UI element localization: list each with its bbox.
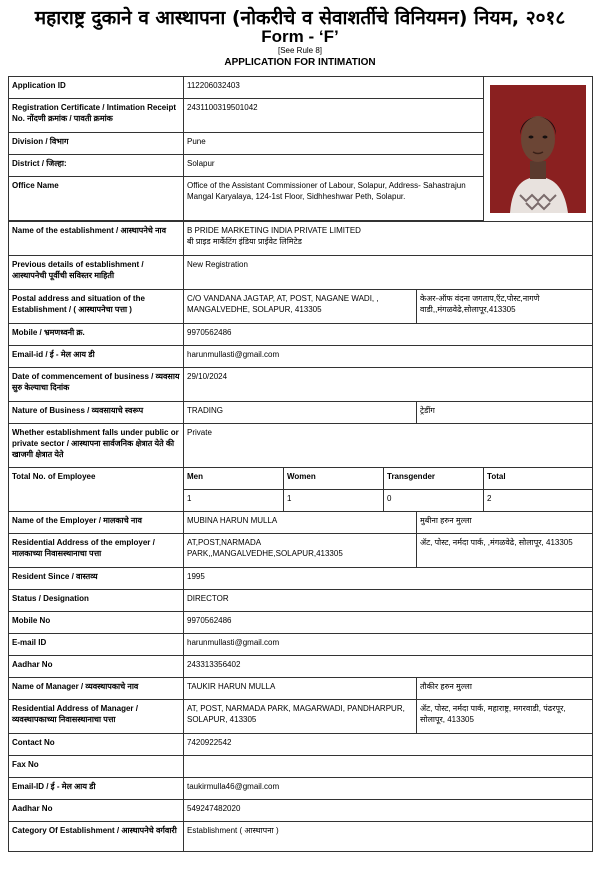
field-label: Aadhar No: [9, 656, 184, 678]
field-label: Category Of Establishment / आस्थापनेचे वर्गवारी: [9, 822, 184, 852]
row-status: [9, 590, 593, 612]
field-label: Email-ID / ई - मेल आय डी: [9, 778, 184, 800]
field-value: [184, 222, 593, 256]
row-email-id: [9, 634, 593, 656]
field-value: DIRECTOR: [184, 590, 593, 612]
row-employer-address: [9, 534, 593, 568]
field-value: harunmullasti@gmail.com: [184, 634, 593, 656]
field-label: Mobile No: [9, 612, 184, 634]
row-commencement-date: [9, 368, 593, 402]
field-value: Private: [184, 424, 593, 468]
row-sector: [9, 424, 593, 468]
field-value: 243313356402: [184, 656, 593, 678]
row-category: [9, 822, 593, 852]
employees-header-transgender: Transgender: [384, 468, 484, 490]
row-manager-name: [9, 678, 593, 700]
field-value: Pune: [184, 133, 484, 155]
field-label: Residential Address of the employer / मालकाच्या निवासस्थानाचा पत्ता: [9, 534, 184, 568]
field-label: Whether establishment falls under public or private sector / आस्थापना सार्वजनिक क्षेत्रात येते की खाजगी क्षेत्रात येते: [9, 424, 184, 468]
field-value: [184, 756, 593, 778]
field-label: Name of Manager / व्यवस्थापकाचे नाव: [9, 678, 184, 700]
row-contact: [9, 734, 593, 756]
value-marathi: ट्रेडींग: [417, 402, 593, 424]
field-label: Mobile / भ्रमणध्वनी क्र.: [9, 324, 184, 346]
field-value: Solapur: [184, 155, 484, 177]
employees-men: 1: [184, 490, 284, 512]
row-mobile: [9, 324, 593, 346]
field-label: District / जिल्हा:: [9, 155, 184, 177]
value-english: AT,POST,NARMADA PARK,,MANGALVEDHE,SOLAPUR,413305: [184, 534, 417, 568]
field-value: 29/10/2024: [184, 368, 593, 402]
field-label: Resident Since / वास्तव्य: [9, 568, 184, 590]
field-value: New Registration: [184, 256, 593, 290]
row-aadhar: [9, 656, 593, 678]
field-label: Fax No: [9, 756, 184, 778]
value-english: TRADING: [184, 402, 417, 424]
employees-header-total: Total: [484, 468, 593, 490]
field-value: 7420922542: [184, 734, 593, 756]
row-nature-of-business: [9, 402, 593, 424]
row-manager-address: [9, 700, 593, 734]
field-label: Postal address and situation of the Establishment / ( आस्थापनेचा पत्ता ): [9, 290, 184, 324]
row-employees-header: [9, 468, 593, 490]
field-value: Office of the Assistant Commissioner of Labour, Solapur, Address- Sahastrajun Mangal Karyalaya, 124-1st Floor, Sidhheshwar Peth, Solapur.: [184, 177, 484, 221]
row-application-id: [9, 77, 593, 99]
row-manager-aadhar: [9, 800, 593, 822]
field-label: Residential Address of Manager / व्यवस्थापकाच्या निवासस्थानाचा पत्ता: [9, 700, 184, 734]
value-marathi: ॲट, पोस्ट, नर्मदा पार्क, महाराष्ट्र, मगरवाडी, पंढरपूर, सोलापूर, 413305: [417, 700, 593, 734]
applicant-photo: [490, 85, 586, 213]
row-establishment-name: [9, 222, 593, 256]
field-value: 9970562486: [184, 324, 593, 346]
field-label: Previous details of establishment / आस्थापनेची पूर्वीची सविस्तर माहिती: [9, 256, 184, 290]
field-label: E-mail ID: [9, 634, 184, 656]
applicant-photo-icon: [490, 85, 586, 213]
value-marathi: मुबीना हरुन मुल्ला: [417, 512, 593, 534]
row-fax: [9, 756, 593, 778]
field-label: Nature of Business / व्यवसायाचे स्वरूप: [9, 402, 184, 424]
value-english: TAUKIR HARUN MULLA: [184, 678, 417, 700]
field-label: Email-id / ई - मेल आय डी: [9, 346, 184, 368]
field-value: 9970562486: [184, 612, 593, 634]
field-value: 112206032403: [184, 77, 484, 99]
value-english: C/O VANDANA JAGTAP, AT, POST, NAGANE WADI, , MANGALVEDHE, SOLAPUR, 413305: [184, 290, 417, 324]
field-value: taukirmulla46@gmail.com: [184, 778, 593, 800]
page-title-marathi: महाराष्ट्र दुकाने व आस्थापना (नोकरीचे व सेवाशर्तीचे विनियमन) नियम, २०१८: [34, 7, 566, 29]
field-label: Aadhar No: [9, 800, 184, 822]
form-title: Form - ‘F’: [261, 27, 339, 46]
value-marathi: ॲट, पोस्ट, नर्मदा पार्क, ,मंगळवेढे, सोलापूर, 413305: [417, 534, 593, 568]
application-subtitle: APPLICATION FOR INTIMATION: [224, 57, 376, 68]
field-label: Contact No: [9, 734, 184, 756]
employees-total: 2: [484, 490, 593, 512]
field-value: 2431100319501042: [184, 99, 484, 133]
photo-cell: [484, 77, 593, 222]
row-postal-address: [9, 290, 593, 324]
application-form-table: [8, 76, 593, 852]
field-label: Total No. of Employee: [9, 468, 184, 512]
row-email: [9, 346, 593, 368]
value-english: B PRIDE MARKETING INDIA PRIVATE LIMITED: [187, 226, 361, 235]
employees-transgender: 0: [384, 490, 484, 512]
row-employer-name: [9, 512, 593, 534]
field-label: Name of the Employer / मालकाचे नाव: [9, 512, 184, 534]
value-marathi: केअर-ऑफ वंदना जगताप,ऍट,पोस्ट,नागणे वाडी,,मंगळवेढे,सोलापूर,413305: [417, 290, 593, 324]
row-mobile-no: [9, 612, 593, 634]
rule-reference: [See Rule 8]: [277, 46, 323, 55]
field-value: 1995: [184, 568, 593, 590]
value-marathi: बी प्राइड मार्केटिंग इंडिया प्राईवेट लिमिटेड: [187, 237, 302, 246]
field-value: harunmullasti@gmail.com: [184, 346, 593, 368]
row-previous-details: [9, 256, 593, 290]
employees-header-women: Women: [284, 468, 384, 490]
value-english: MUBINA HARUN MULLA: [184, 512, 417, 534]
value-marathi: तौकीर हरुन मुल्ला: [417, 678, 593, 700]
field-value: Establishment ( आस्थापना ): [184, 822, 593, 852]
employees-header-men: Men: [184, 468, 284, 490]
field-label: Name of the establishment / आस्थापनेचे नाव: [9, 222, 184, 256]
field-label: Application ID: [9, 77, 184, 99]
field-value: 549247482020: [184, 800, 593, 822]
value-english: AT, POST, NARMADA PARK, MAGARWADI, PANDHARPUR, SOLAPUR, 413305: [184, 700, 417, 734]
field-label: Date of commencement of business / व्यवसाय सुरु केल्याचा दिनांक: [9, 368, 184, 402]
employees-women: 1: [284, 490, 384, 512]
field-label: Division / विभाग: [9, 133, 184, 155]
row-manager-email: [9, 778, 593, 800]
row-resident-since: [9, 568, 593, 590]
field-label: Office Name: [9, 177, 184, 221]
field-label: Registration Certificate / Intimation Receipt No. नोंदणी क्रमांक / पावती क्रमांक: [9, 99, 184, 133]
field-label: Status / Designation: [9, 590, 184, 612]
